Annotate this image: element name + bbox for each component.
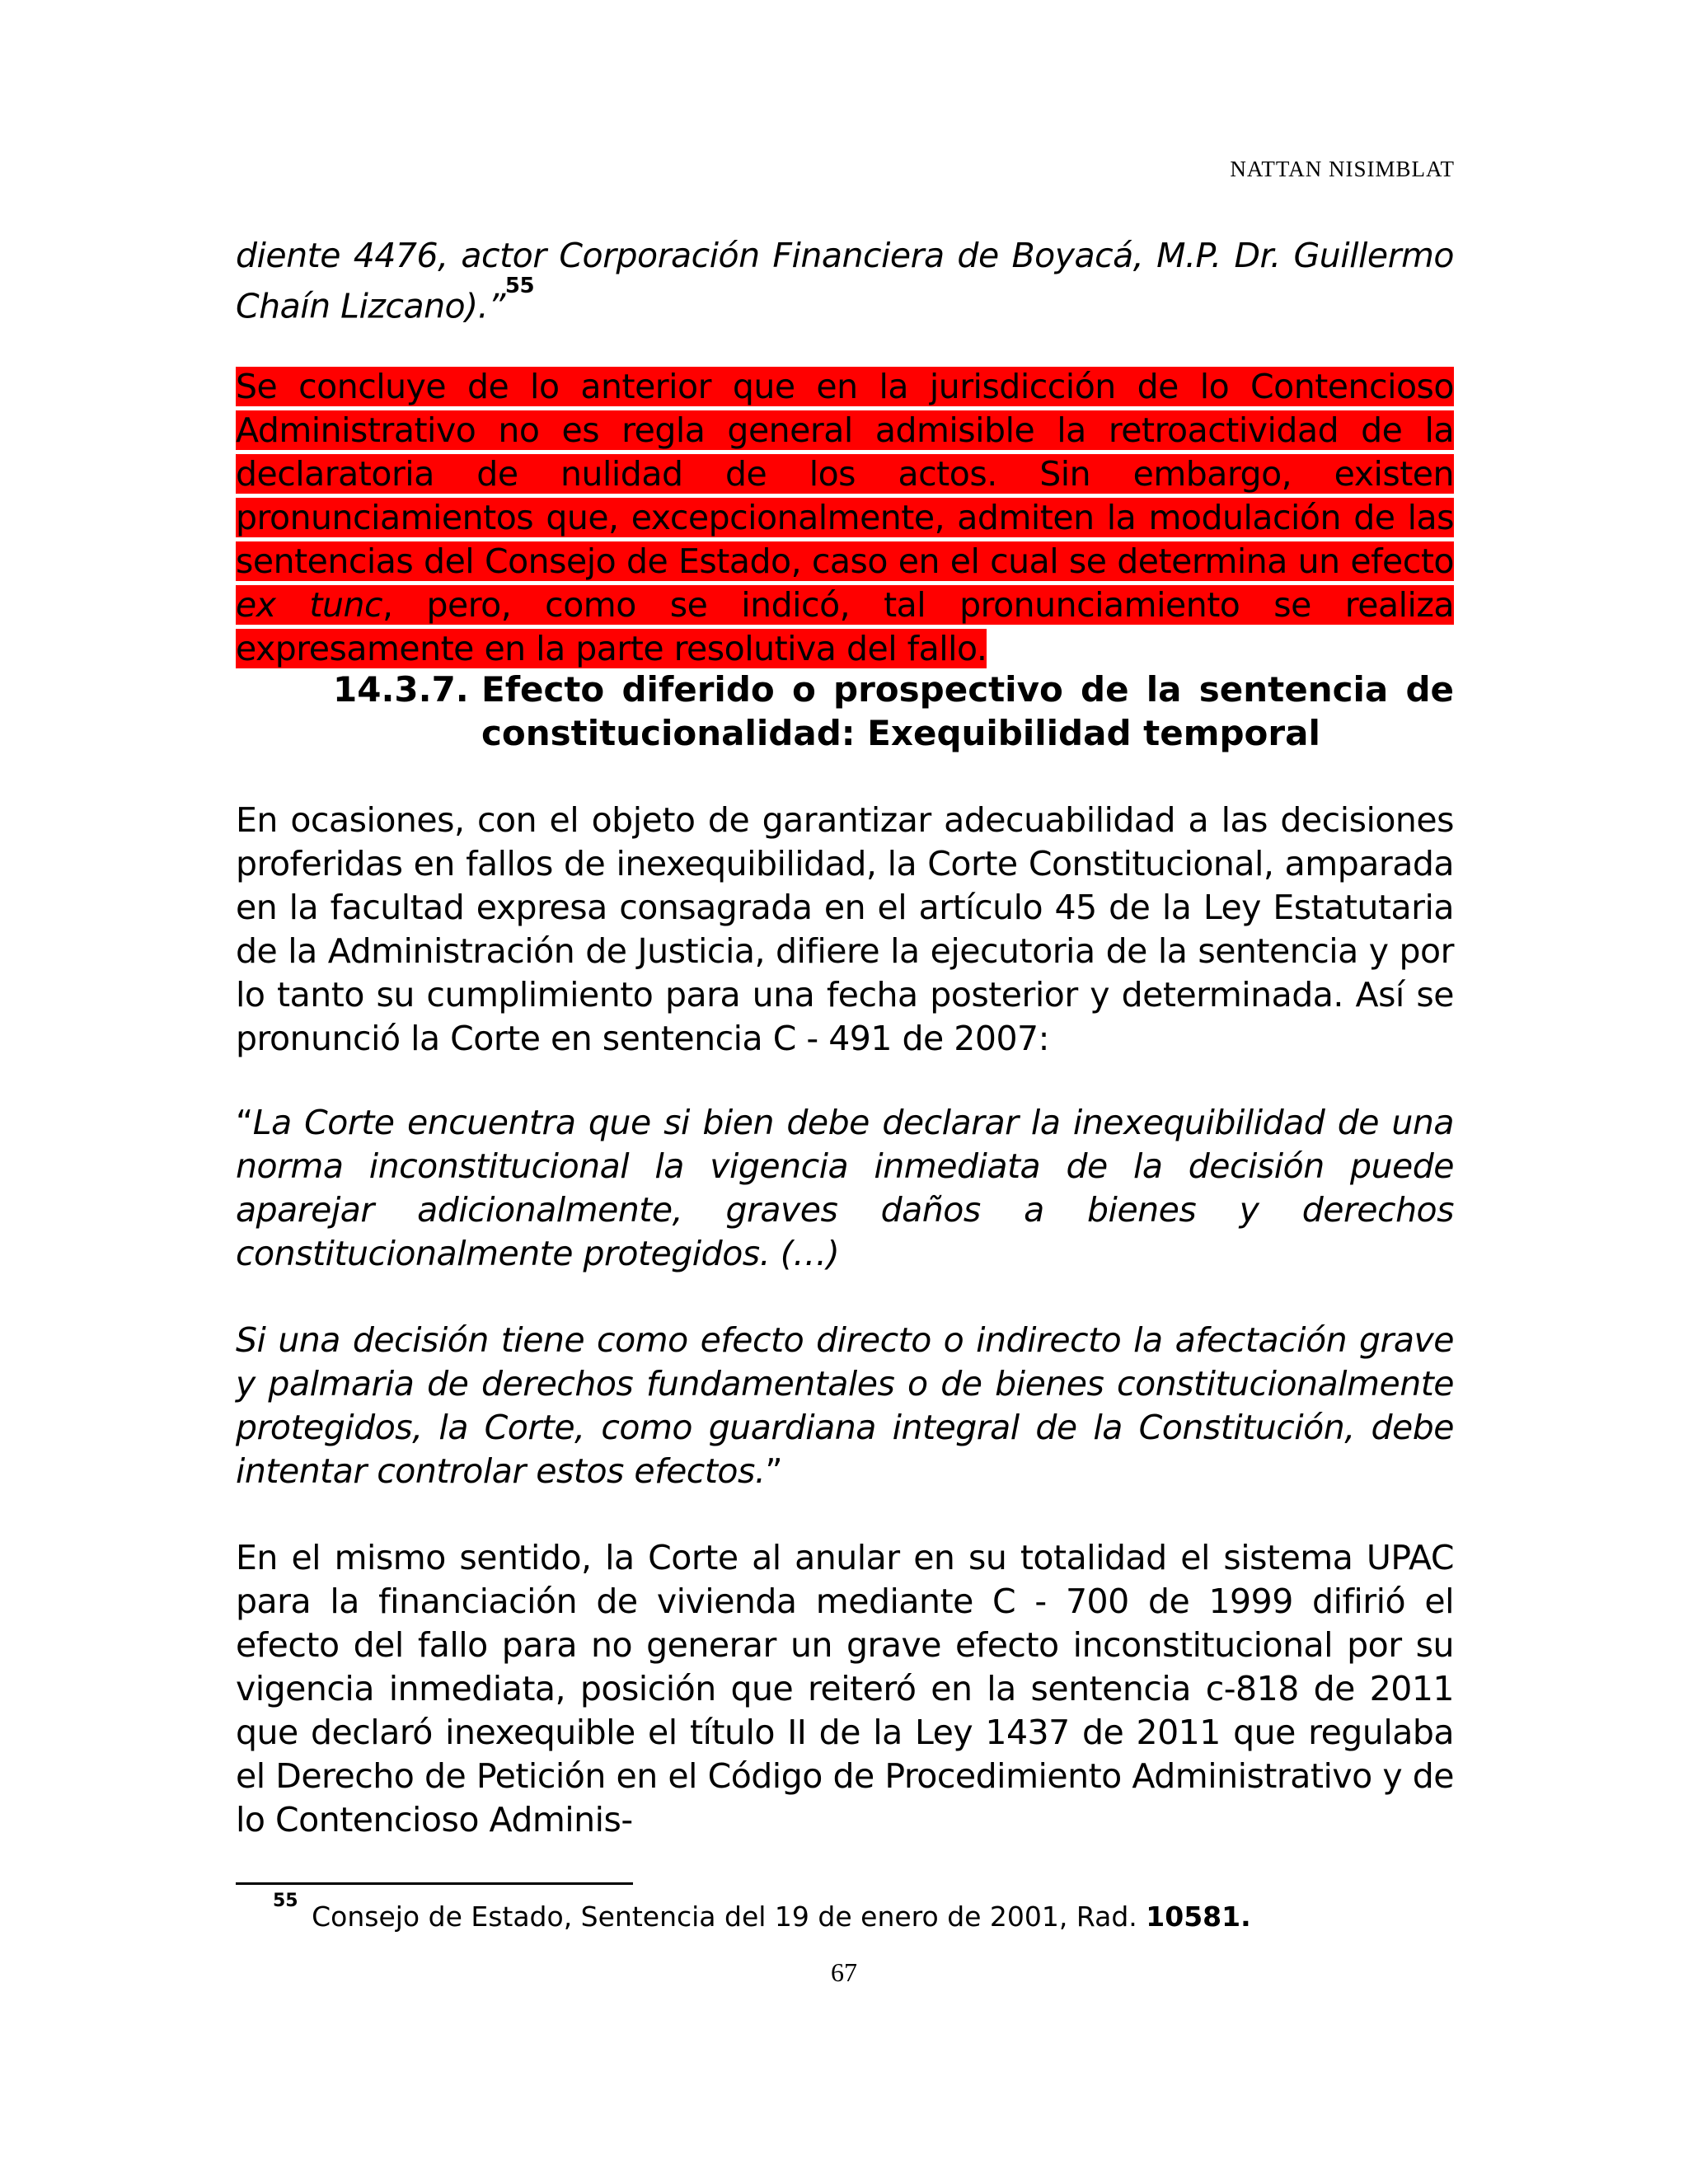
footnote-number: 55 — [273, 1891, 298, 1911]
quote-text-2: Si una decisión tiene como efecto directo o indirecto la afectación grave y palmaria de derechos fundamentales o de bienes constitucionalmente protegidos, la Corte, como guardiana integral de la Constitución, debe intentar controlar estos efectos. — [236, 1320, 1454, 1491]
paragraph-1: En ocasiones, con el objeto de garantizar adecuabilidad a las decisiones proferidas en fallos de inexequibilidad, la Corte Constitucional, amparada en la facultad expresa consagrada en el artículo 45 de la Ley Estatutaria de la Administración de Justicia, difiere la ejecutoria de la sentencia y por lo tanto su cumplimiento para una fecha posterior y determinada. Así se pronunció la Corte en sentencia C - 491 de 2007: — [236, 800, 1454, 1058]
quote-block-1 — [236, 1101, 1454, 1276]
footnote-separator — [236, 1882, 633, 1885]
quote-continuation-text: diente 4476, actor Corporación Financiera de Boyacá, M.P. Dr. Guillermo Chaín Lizcano).” — [236, 236, 1454, 326]
footnote-radicado: 10581. — [1146, 1900, 1251, 1933]
section-title: Efecto diferido o prospectivo de la sentencia de constitucionalidad: Exequibilidad temporal — [481, 669, 1454, 753]
quote-continuation — [236, 234, 1454, 329]
highlighted-paragraph — [236, 365, 1454, 671]
quote-text-1: La Corte encuentra que si bien debe declarar la inexequibilidad de una norma inconstitucional la vigencia inmediata de la decisión puede aparejar adicionalmente, graves daños a bienes y derechos constitucionalmente protegidos. (…) — [236, 1103, 1454, 1273]
page-number: 67 — [831, 1957, 857, 1987]
section-number: 14.3.7. — [333, 669, 469, 710]
paragraph-2: En el mismo sentido, la Corte al anular en su totalidad el sistema UPAC para la financiación de vivienda mediante C - 700 de 1999 difirió el efecto del fallo para no generar un grave efecto inconstitucional por su vigencia inmediata, posición que reiteró en la sentencia c-818 de 2011 que declaró inexequible el título II de la Ley 1437 de 2011 que regulaba el Derecho de Petición en el Código de Procedimiento Administrativo y de lo Contencioso Adminis- — [236, 1538, 1454, 1840]
quote-close-mark: ” — [765, 1451, 783, 1491]
section-heading — [333, 668, 1454, 755]
footnote-text: Consejo de Estado, Sentencia del 19 de enero de 2001, Rad. — [312, 1900, 1137, 1933]
highlighted-text — [236, 367, 1454, 668]
footnote-reference[interactable]: 55 — [504, 274, 535, 298]
highlighted-text-part1: Se concluye de lo anterior que en la jurisdicción de lo Contencioso Administrativo no es regla general admisible la retroactividad de la declaratoria de nulidad de los actos. Sin embargo, existen pronunciamientos que, excepcionalmente, admiten la modulación de las sentencias del Consejo de Estado, caso en el cual se determina un efecto — [236, 367, 1454, 581]
highlighted-text-italic: ex tunc — [236, 585, 382, 625]
quote-open-mark: “ — [236, 1103, 253, 1142]
highlighted-text-part2: , pero, como se indicó, tal pronunciamiento se realiza expresamente en la parte resolutiva del fallo. — [236, 585, 1455, 668]
running-header: NATTAN NISIMBLAT — [1230, 157, 1455, 181]
footnote — [273, 1891, 1251, 1933]
quote-block-2 — [236, 1319, 1454, 1493]
